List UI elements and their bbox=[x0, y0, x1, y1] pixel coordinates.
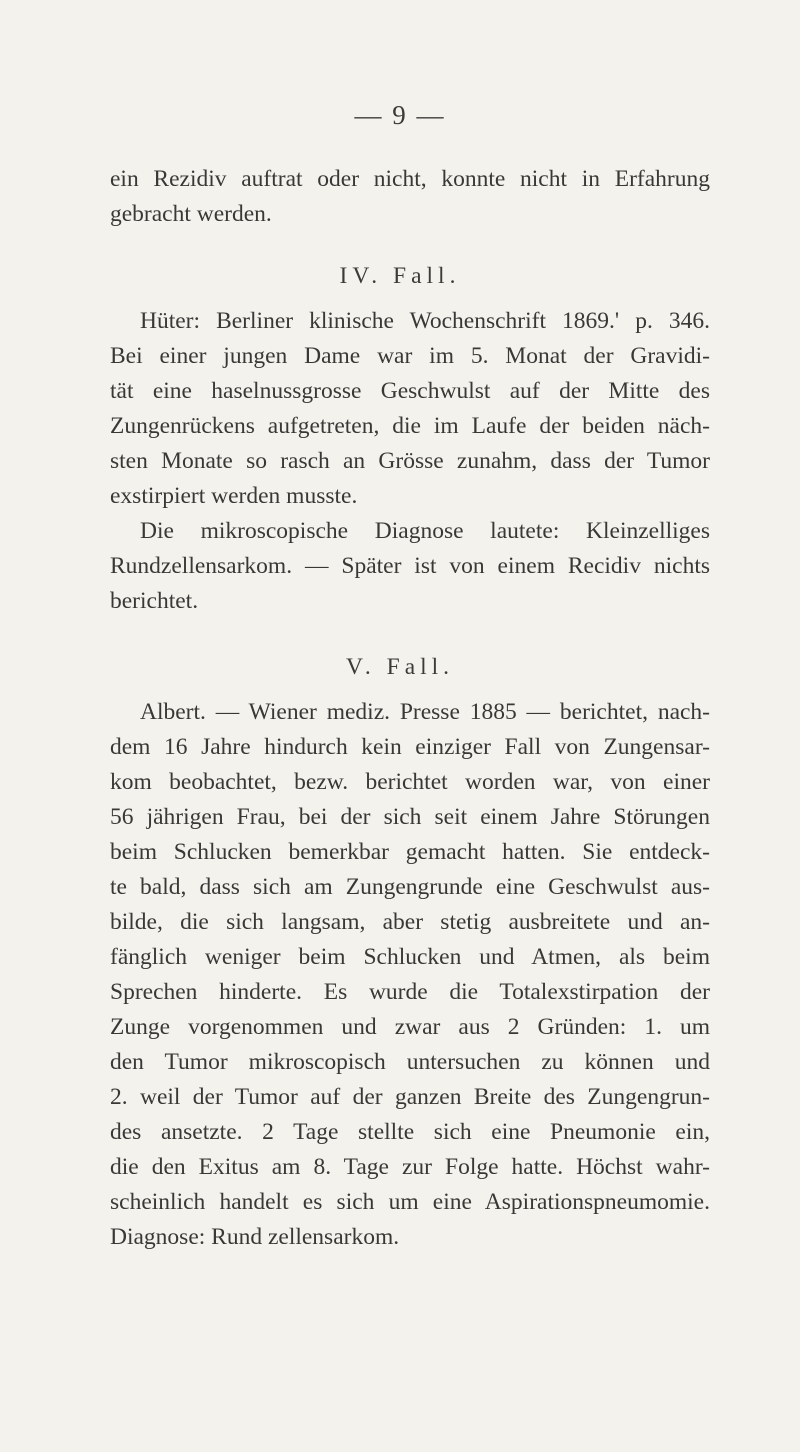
page-number: — 9 — bbox=[354, 100, 446, 130]
case-v-body bbox=[110, 695, 710, 1255]
text-line: gebracht werden. bbox=[110, 201, 272, 227]
text-line: Bei einer jungen Dame war im 5. Monat der Gravidi- bbox=[110, 343, 710, 369]
text-line: Hüter: Berliner klinische Wochenschrift 1869.' p. 346. bbox=[140, 308, 710, 334]
text-line: bilde, die sich langsam, aber stetig ausbreitete und an- bbox=[110, 909, 710, 935]
paragraph-intro bbox=[110, 162, 710, 232]
text-line: 2. weil der Tumor auf der ganzen Breite des Zungengrun- bbox=[110, 1084, 710, 1110]
text-line: exstirpiert werden musste. bbox=[110, 483, 358, 509]
text-line: die den Exitus am 8. Tage zur Folge hatte. Höchst wahr- bbox=[110, 1154, 710, 1180]
text-line: scheinlich handelt es sich um eine Aspirationspneumomie. bbox=[110, 1189, 710, 1215]
text-line: te bald, dass sich am Zungengrunde eine Geschwulst aus- bbox=[110, 874, 710, 900]
text-line: Die mikroscopische Diagnose lautete: Kleinzelliges bbox=[140, 518, 710, 544]
text-line: den Tumor mikroscopisch untersuchen zu können und bbox=[110, 1049, 710, 1075]
text-line: sten Monate so rasch an Grösse zunahm, dass der Tumor bbox=[110, 448, 710, 474]
case-v-heading: V. Fall. bbox=[345, 654, 455, 680]
text-line: Sprechen hinderte. Es wurde die Totalexstirpation der bbox=[110, 979, 710, 1005]
text-line: berichtet. bbox=[110, 588, 199, 614]
text-line: Albert. — Wiener mediz. Presse 1885 — berichtet, nach- bbox=[140, 699, 710, 725]
text-line: des ansetzte. 2 Tage stellte sich eine Pneumonie ein, bbox=[110, 1119, 710, 1145]
text-line: dem 16 Jahre hindurch kein einziger Fall von Zungensar- bbox=[110, 734, 710, 760]
text-line: fänglich weniger beim Schlucken und Atmen, als beim bbox=[110, 944, 710, 970]
text-line: tät eine haselnussgrosse Geschwulst auf der Mitte des bbox=[110, 378, 710, 404]
text-line: Rundzellensarkom. — Später ist von einem Recidiv nichts bbox=[110, 553, 710, 579]
case-iv-heading: IV. Fall. bbox=[339, 263, 461, 289]
case-iv-body bbox=[110, 304, 710, 619]
text-line: kom beobachtet, bezw. berichtet worden war, von einer bbox=[110, 769, 710, 795]
text-line: 56 jährigen Frau, bei der sich seit einem Jahre Störungen bbox=[110, 804, 710, 830]
text-line: Diagnose: Rund zellensarkom. bbox=[110, 1224, 400, 1250]
text-line: Zungenrückens aufgetreten, die im Laufe der beiden näch- bbox=[110, 413, 710, 439]
text-line: ein Rezidiv auftrat oder nicht, konnte nicht in Erfahrung bbox=[110, 166, 710, 192]
text-line: Zunge vorgenommen und zwar aus 2 Gründen: 1. um bbox=[110, 1014, 710, 1040]
text-line: beim Schlucken bemerkbar gemacht hatten. Sie entdeck- bbox=[110, 839, 710, 865]
